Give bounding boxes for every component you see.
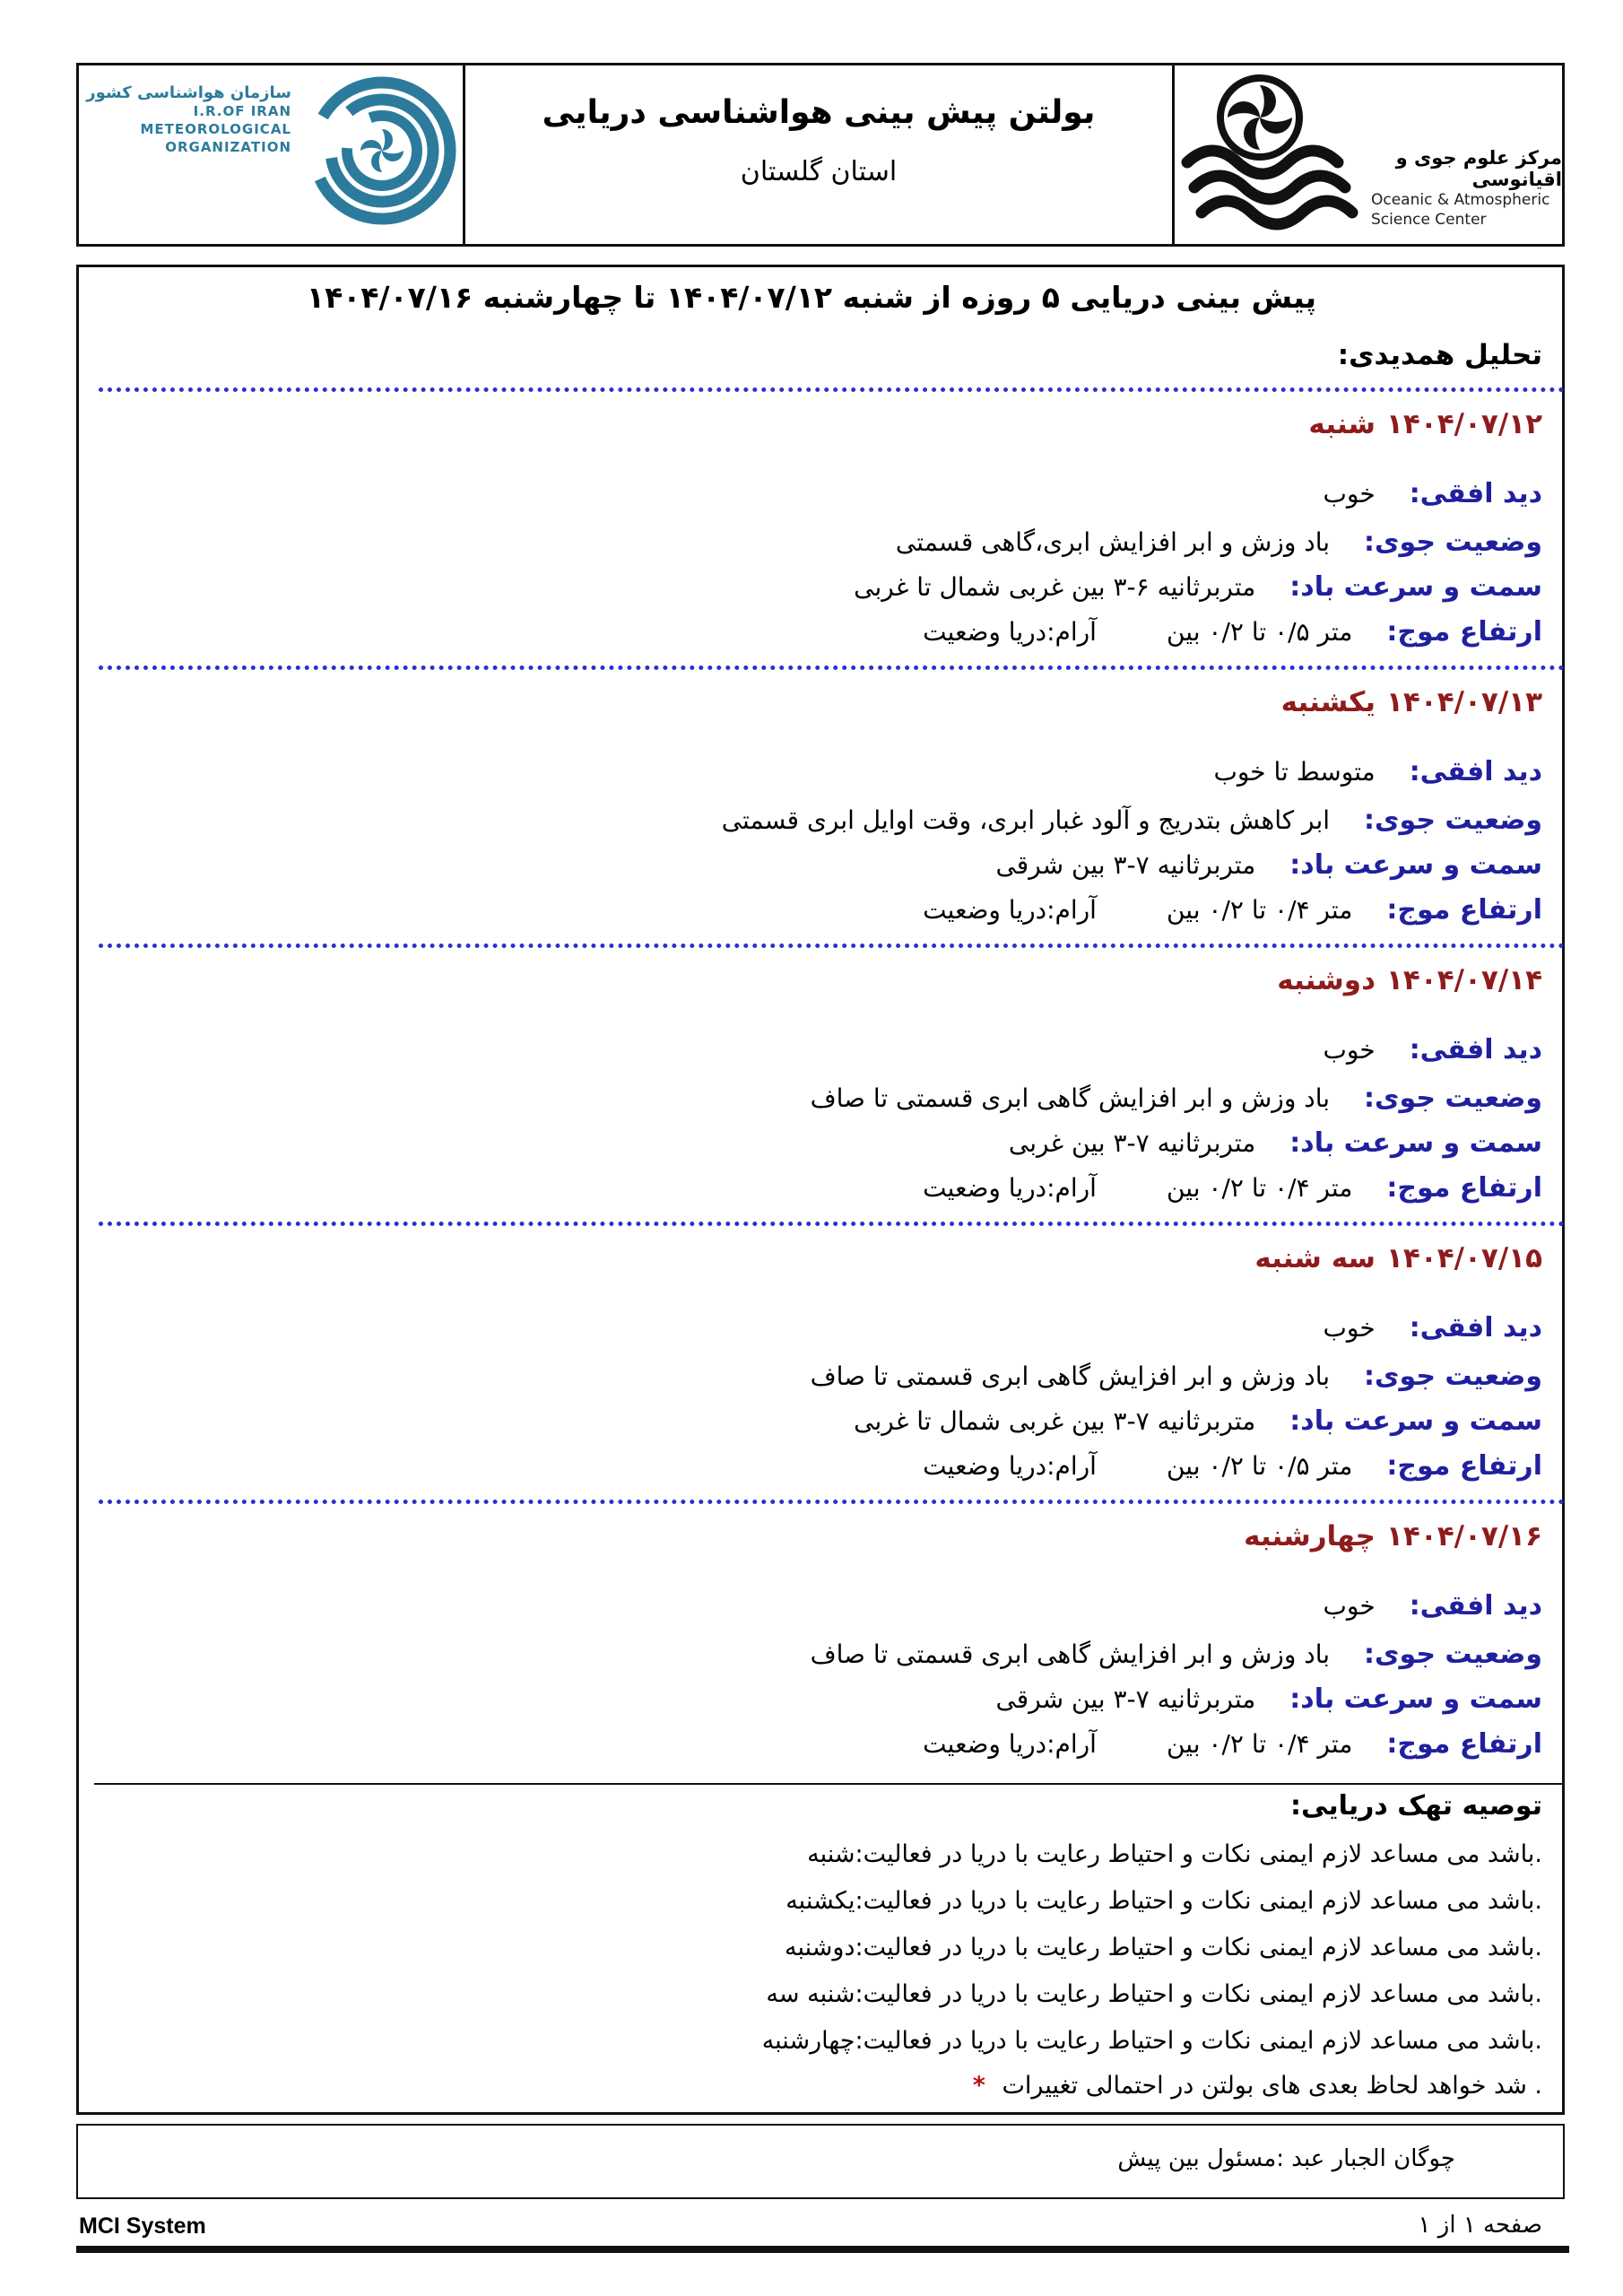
irimo-text-block xyxy=(86,83,291,156)
weather-label: وضعیت جوی: xyxy=(1364,1361,1542,1392)
day-1-name: شنبه xyxy=(1308,408,1376,440)
wave-value: متر ۰/۴ تا ۰/۲ بین xyxy=(1166,1173,1353,1203)
synoptic-analysis-heading: تحلیل همدیدی: xyxy=(1337,339,1542,371)
advisory-text: .باشد می مساعد لازم ایمنی نکات و احتیاط رعایت با دریا در فعالیت:شنبه سه xyxy=(766,1980,1542,2008)
advisory-note-text: . شد خواهد لحاظ بعدی های بولتن در احتمالی تغییرات xyxy=(1002,2072,1542,2100)
wind-label: سمت و سرعت باد: xyxy=(1289,1683,1542,1715)
advisory-note-line xyxy=(973,2072,1542,2100)
wind-label: سمت و سرعت باد: xyxy=(1289,571,1542,603)
weather-label: وضعیت جوی: xyxy=(1364,1083,1542,1114)
visibility-value: خوب xyxy=(1323,1313,1376,1343)
sea-state-value: آرام:دریا وضعیت xyxy=(923,1451,1097,1481)
advisory-text: .باشد می مساعد لازم ایمنی نکات و احتیاط رعایت با دریا در فعالیت:چهارشنبه xyxy=(761,2027,1542,2055)
advisory-line-5 xyxy=(762,2027,1542,2055)
day-3-name: دوشنبه xyxy=(1277,964,1376,996)
dotted-separator xyxy=(99,387,1565,392)
visibility-label: دید افقی: xyxy=(1409,1590,1542,1622)
forecaster-name-line: چوگان الجبار عبد :مسئول بین پیش xyxy=(1117,2145,1455,2172)
day-5-date: ۱۴۰۴/۰۷/۱۶ xyxy=(1385,1520,1542,1552)
visibility-value: خوب xyxy=(1323,479,1376,509)
header-right-cell xyxy=(79,65,463,244)
wind-value: متربرثانیه ۷-۳ بین غربی xyxy=(1008,1128,1256,1158)
oasc-en-line1: Oceanic & Atmospheric xyxy=(1371,190,1550,209)
irimo-spiral-logo-icon xyxy=(297,65,463,244)
day-2-name: یکشنبه xyxy=(1280,686,1376,718)
day-4-date: ۱۴۰۴/۰۷/۱۵ xyxy=(1385,1242,1542,1274)
advisory-line-4 xyxy=(766,1980,1542,2008)
wind-label: سمت و سرعت باد: xyxy=(1289,1127,1542,1159)
irimo-en-line2: METEOROLOGICAL xyxy=(140,121,291,137)
visibility-row xyxy=(1324,1034,1542,1065)
oasc-text-block xyxy=(1371,147,1562,230)
wind-label: سمت و سرعت باد: xyxy=(1289,849,1542,881)
weather-row xyxy=(896,526,1542,558)
wind-value: متربرثانیه ۷-۳ بین شرقی xyxy=(995,1684,1256,1714)
advisory-text: .باشد می مساعد لازم ایمنی نکات و احتیاط رعایت با دریا در فعالیت:شنبه xyxy=(807,1840,1542,1868)
header xyxy=(76,63,1565,247)
wind-value: متربرثانیه ۷-۳ بین غربی شمال تا غربی xyxy=(854,1406,1256,1436)
bottom-rule xyxy=(76,2246,1569,2253)
visibility-row xyxy=(1324,1590,1542,1622)
weather-row xyxy=(722,804,1542,836)
mci-system-label: MCI System xyxy=(79,2213,206,2239)
wave-label: ارتفاع موج: xyxy=(1386,1450,1542,1482)
advisory-separator xyxy=(94,1783,1565,1785)
day-section-5 xyxy=(99,1515,1542,1784)
visibility-label: دید افقی: xyxy=(1409,1312,1542,1344)
wind-label: سمت و سرعت باد: xyxy=(1289,1405,1542,1437)
wave-label: ارتفاع موج: xyxy=(1386,1172,1542,1204)
weather-label: وضعیت جوی: xyxy=(1364,804,1542,836)
weather-value: باد وزش و ابر افزایش گاهی ابری قسمتی تا صاف xyxy=(810,1361,1331,1391)
day-section-1 xyxy=(99,403,1542,672)
wave-row xyxy=(923,894,1542,926)
day-section-2 xyxy=(99,681,1542,950)
day-3-date: ۱۴۰۴/۰۷/۱۴ xyxy=(1385,964,1542,996)
sea-state-value: آرام:دریا وضعیت xyxy=(923,617,1097,647)
weather-label: وضعیت جوی: xyxy=(1364,1639,1542,1670)
header-left-cell xyxy=(1172,65,1562,244)
day-2-header xyxy=(1281,686,1542,718)
advisory-line-3 xyxy=(785,1934,1542,1961)
wave-label: ارتفاع موج: xyxy=(1386,616,1542,648)
oasc-en-line2: Science Center xyxy=(1371,210,1487,229)
visibility-label: دید افقی: xyxy=(1409,1034,1542,1065)
day-2-date: ۱۴۰۴/۰۷/۱۳ xyxy=(1385,686,1542,718)
wind-value: متربرثانیه ۶-۳ بین غربی شمال تا غربی xyxy=(854,572,1256,602)
irimo-fa-title: سازمان هواشناسی کشور xyxy=(86,83,291,102)
oasc-logo-icon xyxy=(1175,65,1367,244)
weather-row xyxy=(811,1361,1542,1392)
wave-row xyxy=(923,1450,1542,1482)
wave-row xyxy=(923,1172,1542,1204)
weather-value: باد وزش و ابر افزایش گاهی ابری قسمتی تا صاف xyxy=(810,1083,1331,1113)
advisory-line-2 xyxy=(785,1887,1542,1915)
day-5-name: چهارشنبه xyxy=(1244,1520,1376,1552)
wave-value: متر ۰/۴ تا ۰/۲ بین xyxy=(1166,895,1353,925)
page-number: صفحه ۱ از ۱ xyxy=(1418,2212,1542,2239)
wind-row xyxy=(854,1405,1542,1437)
wind-row xyxy=(995,849,1542,881)
weather-label: وضعیت جوی: xyxy=(1364,526,1542,558)
irimo-en-line1: I.R.OF IRAN xyxy=(193,103,291,119)
wind-row xyxy=(1009,1127,1542,1159)
wave-row xyxy=(923,1728,1542,1760)
visibility-row xyxy=(1324,1312,1542,1344)
wave-value: متر ۰/۴ تا ۰/۲ بین xyxy=(1166,1729,1353,1759)
visibility-value: خوب xyxy=(1323,1591,1376,1621)
day-section-4 xyxy=(99,1237,1542,1506)
day-section-3 xyxy=(99,959,1542,1228)
day-5-header xyxy=(1244,1520,1542,1552)
wave-label: ارتفاع موج: xyxy=(1386,894,1542,926)
visibility-label: دید افقی: xyxy=(1409,478,1542,509)
visibility-row xyxy=(1213,756,1542,787)
visibility-value: خوب xyxy=(1323,1035,1376,1065)
forecast-title: پیش بینی دریایی ۵ روزه از شنبه ۱۴۰۴/۰۷/۱۲ تا چهارشنبه ۱۴۰۴/۰۷/۱۶ xyxy=(306,280,1317,315)
header-title-cell xyxy=(463,65,1172,244)
visibility-row xyxy=(1324,478,1542,509)
weather-value: باد وزش و ابر افزایش گاهی ابری قسمتی تا صاف xyxy=(810,1639,1331,1669)
day-3-header xyxy=(1277,964,1542,996)
wave-row xyxy=(923,616,1542,648)
sea-state-value: آرام:دریا وضعیت xyxy=(923,1173,1097,1203)
weather-value: ابر کاهش بتدریج و آلود غبار ابری، وقت اوایل ابری قسمتی xyxy=(721,805,1331,835)
visibility-label: دید افقی: xyxy=(1409,756,1542,787)
wind-value: متربرثانیه ۷-۳ بین شرقی xyxy=(995,850,1256,880)
bulletin-province: استان گلستان xyxy=(740,156,898,187)
wave-label: ارتفاع موج: xyxy=(1386,1728,1542,1760)
weather-row xyxy=(811,1083,1542,1114)
advisory-line-1 xyxy=(807,1840,1542,1868)
irimo-en-line3: ORGANIZATION xyxy=(165,139,291,155)
oasc-fa-title: مرکز علوم جوی و اقیانوسی xyxy=(1395,146,1562,190)
wave-value: متر ۰/۵ تا ۰/۲ بین xyxy=(1166,617,1353,647)
advisory-text: .باشد می مساعد لازم ایمنی نکات و احتیاط رعایت با دریا در فعالیت:دوشنبه xyxy=(785,1934,1542,1961)
advisory-star-marker: * xyxy=(972,2072,985,2100)
day-1-date: ۱۴۰۴/۰۷/۱۲ xyxy=(1385,408,1542,440)
forecaster-box xyxy=(76,2124,1565,2199)
weather-row xyxy=(811,1639,1542,1670)
advisory-heading: توصیه تهک دریایی: xyxy=(1290,1790,1542,1822)
sea-state-value: آرام:دریا وضعیت xyxy=(923,1729,1097,1759)
advisory-text: .باشد می مساعد لازم ایمنی نکات و احتیاط رعایت با دریا در فعالیت:یکشنبه xyxy=(785,1887,1542,1915)
wind-row xyxy=(854,571,1542,603)
wave-value: متر ۰/۵ تا ۰/۲ بین xyxy=(1166,1451,1353,1481)
visibility-value: متوسط تا خوب xyxy=(1213,757,1376,787)
weather-value: باد وزش و ابر افزایش ابری،گاهی قسمتی xyxy=(895,527,1331,557)
sea-state-value: آرام:دریا وضعیت xyxy=(923,895,1097,925)
wind-row xyxy=(995,1683,1542,1715)
bulletin-main-title: بولتن پیش بینی هواشناسی دریایی xyxy=(542,94,1096,131)
day-4-header xyxy=(1254,1242,1542,1274)
day-1-header xyxy=(1308,408,1542,440)
day-4-name: سه شنبه xyxy=(1254,1242,1376,1274)
